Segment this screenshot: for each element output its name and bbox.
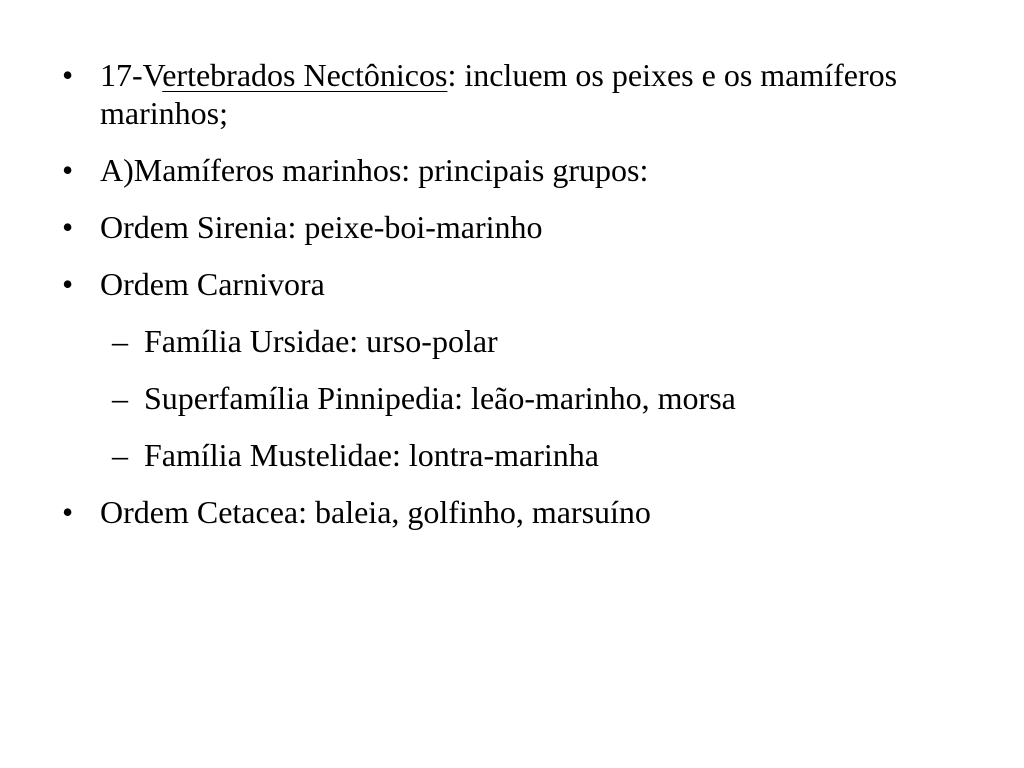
bullet-marker: • xyxy=(62,494,74,530)
bullet-text-prefix: 17-V xyxy=(100,57,163,93)
bullet-list xyxy=(62,56,962,550)
bullet-marker: • xyxy=(62,209,74,245)
bullet-marker: • xyxy=(62,152,74,188)
bullet-text: Ordem Cetacea: baleia, golfinho, marsuíno xyxy=(100,494,651,530)
bullet-text: Ordem Sirenia: peixe-boi-marinho xyxy=(100,209,543,245)
sub-bullet-item-familia-ursidae xyxy=(62,322,962,360)
bullet-text: Ordem Carnivora xyxy=(100,266,325,302)
bullet-item-ordem-carnivora xyxy=(62,265,962,303)
sub-bullet-text: Superfamília Pinnipedia: leão-marinho, morsa xyxy=(144,380,736,416)
bullet-item-ordem-cetacea xyxy=(62,493,962,531)
bullet-item-ordem-sirenia xyxy=(62,208,962,246)
sub-bullet-item-superfamilia-pinnipedia xyxy=(62,379,962,417)
bullet-item-mamiferos-marinhos xyxy=(62,151,962,189)
dash-marker: – xyxy=(112,380,128,416)
bullet-item-vertebrados-nectonicos xyxy=(62,56,962,132)
dash-marker: – xyxy=(112,323,128,359)
bullet-text-underlined-term: ertebrados Nectônicos xyxy=(162,57,448,93)
dash-marker: – xyxy=(112,437,128,473)
bullet-text-suffix: : incluem os peixes e os mamíferos marinhos; xyxy=(100,57,898,131)
bullet-marker: • xyxy=(62,266,74,302)
bullet-marker: • xyxy=(62,57,74,93)
sub-bullet-text: Família Ursidae: urso-polar xyxy=(144,323,498,359)
sub-bullet-text: Família Mustelidae: lontra-marinha xyxy=(144,437,599,473)
sub-bullet-item-familia-mustelidae xyxy=(62,436,962,474)
bullet-text: A)Mamíferos marinhos: principais grupos: xyxy=(100,152,649,188)
